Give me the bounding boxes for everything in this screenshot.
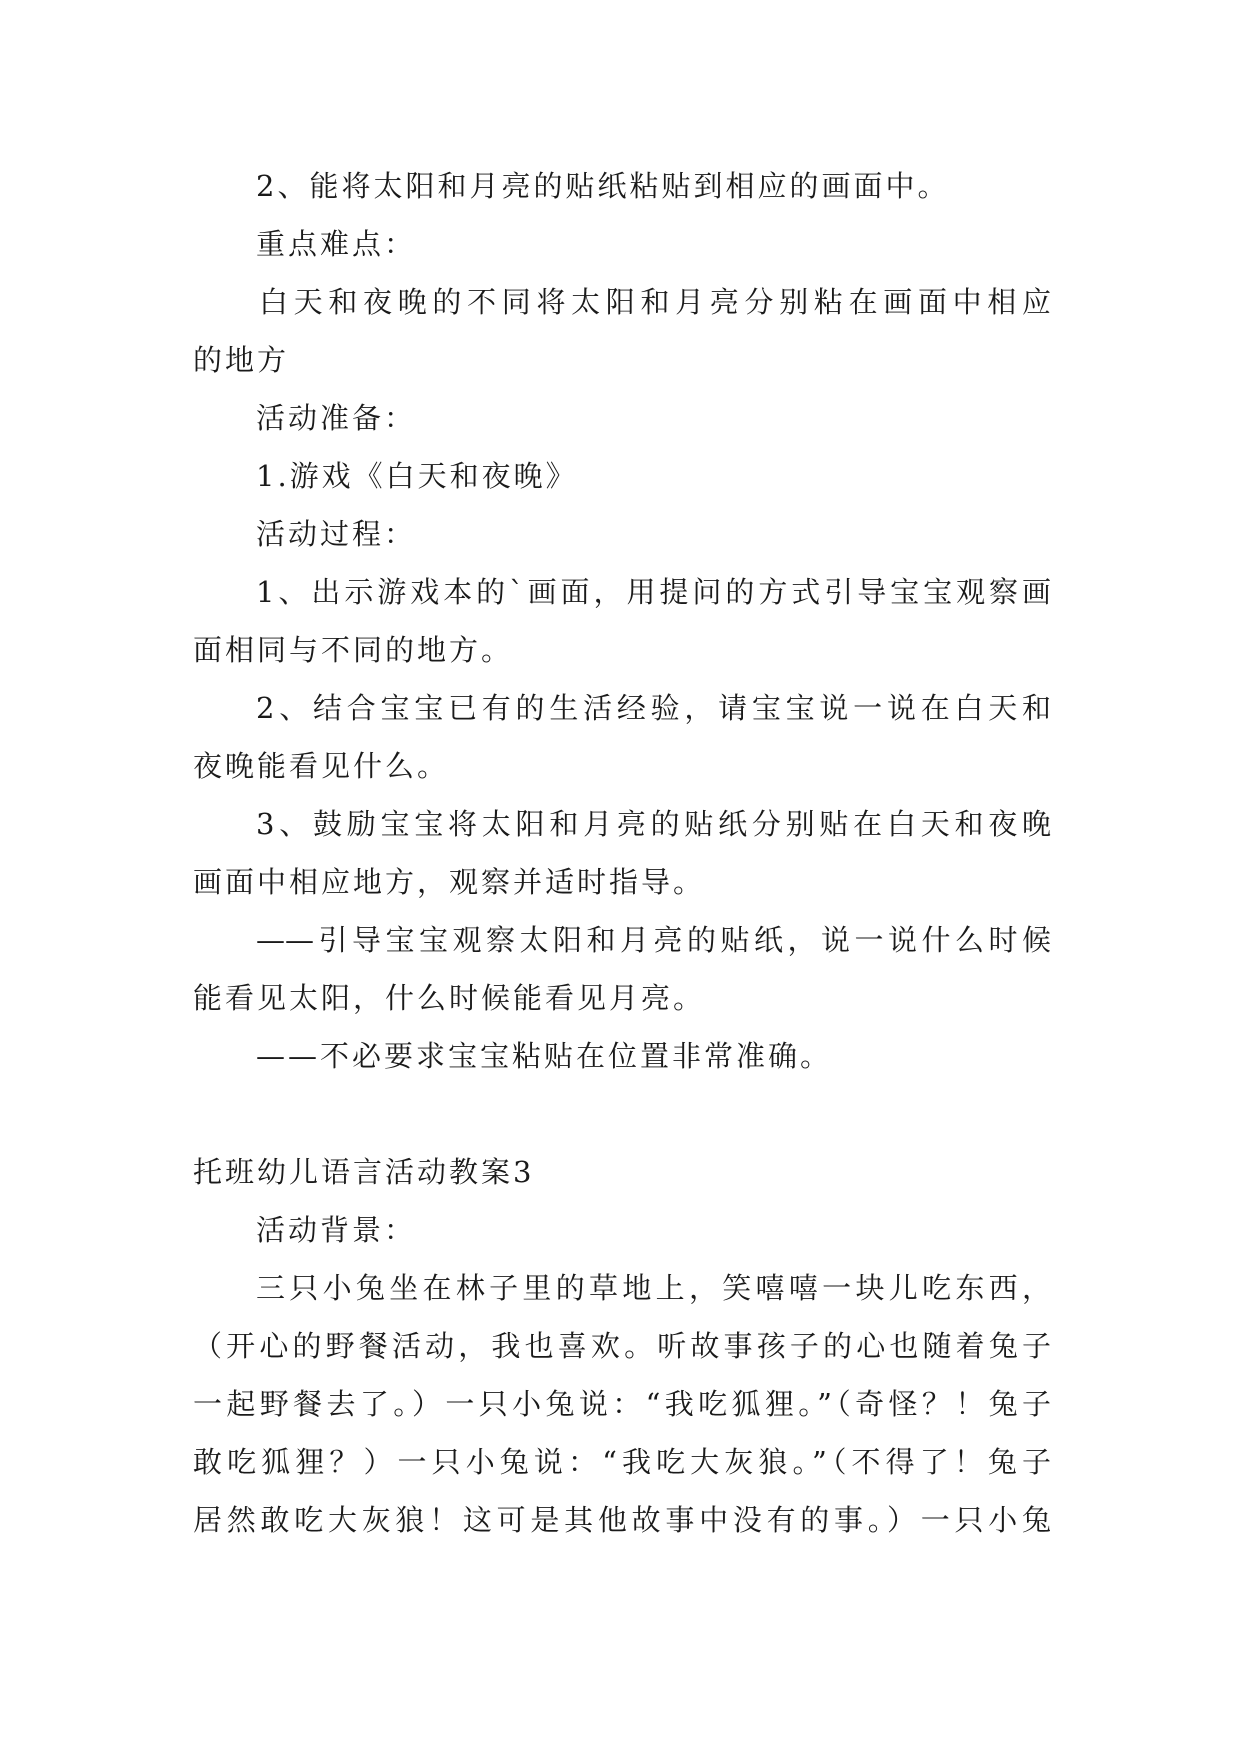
key-difficulties-line-2: 的地方 [193, 343, 290, 377]
process-note-1-line-2: 能看见太阳，什么时候能看见月亮。 [193, 981, 706, 1015]
objective-2: 2、能将太阳和月亮的贴纸粘贴到相应的画面中。 [256, 169, 950, 203]
key-difficulties-line-1: 白天和夜晚的不同将太阳和月亮分别粘在画面中相应 [259, 285, 1051, 319]
preparation-item-1: 1.游戏《白天和夜晚》 [256, 459, 578, 493]
process-note-1-line-1: ——引导宝宝观察太阳和月亮的贴纸，说一说什么时候 [256, 923, 1051, 957]
background-line-3: 一起野餐去了。）一只小兔说：“我吃狐狸。”（奇怪？！兔子 [193, 1387, 1051, 1421]
process-heading: 活动过程： [256, 517, 417, 551]
background-line-1: 三只小兔坐在林子里的草地上，笑嘻嘻一块儿吃东西， [256, 1271, 1051, 1305]
background-line-5: 居然敢吃大灰狼！这可是其他故事中没有的事。）一只小兔 [193, 1503, 1051, 1537]
process-step-2-line-2: 夜晚能看见什么。 [193, 749, 450, 783]
process-step-1-line-2: 面相同与不同的地方。 [193, 633, 514, 667]
background-line-2: （开心的野餐活动，我也喜欢。听故事孩子的心也随着兔子 [193, 1329, 1051, 1363]
background-heading: 活动背景： [256, 1213, 417, 1247]
process-step-3-line-1: 3、鼓励宝宝将太阳和月亮的贴纸分别贴在白天和夜晚 [256, 807, 1051, 841]
background-line-4: 敢吃狐狸？）一只小兔说：“我吃大灰狼。”（不得了！兔子 [193, 1445, 1051, 1479]
process-step-1-line-1: 1、出示游戏本的`画面，用提问的方式引导宝宝观察画 [256, 575, 1051, 609]
process-note-2: ——不必要求宝宝粘贴在位置非常准确。 [256, 1039, 833, 1073]
preparation-heading: 活动准备： [256, 401, 417, 435]
key-difficulties-heading: 重点难点： [256, 227, 417, 261]
process-step-3-line-2: 画面中相应地方，观察并适时指导。 [193, 865, 706, 899]
process-step-2-line-1: 2、结合宝宝已有的生活经验，请宝宝说一说在白天和 [256, 691, 1051, 725]
section-title: 托班幼儿语言活动教案3 [193, 1155, 535, 1189]
